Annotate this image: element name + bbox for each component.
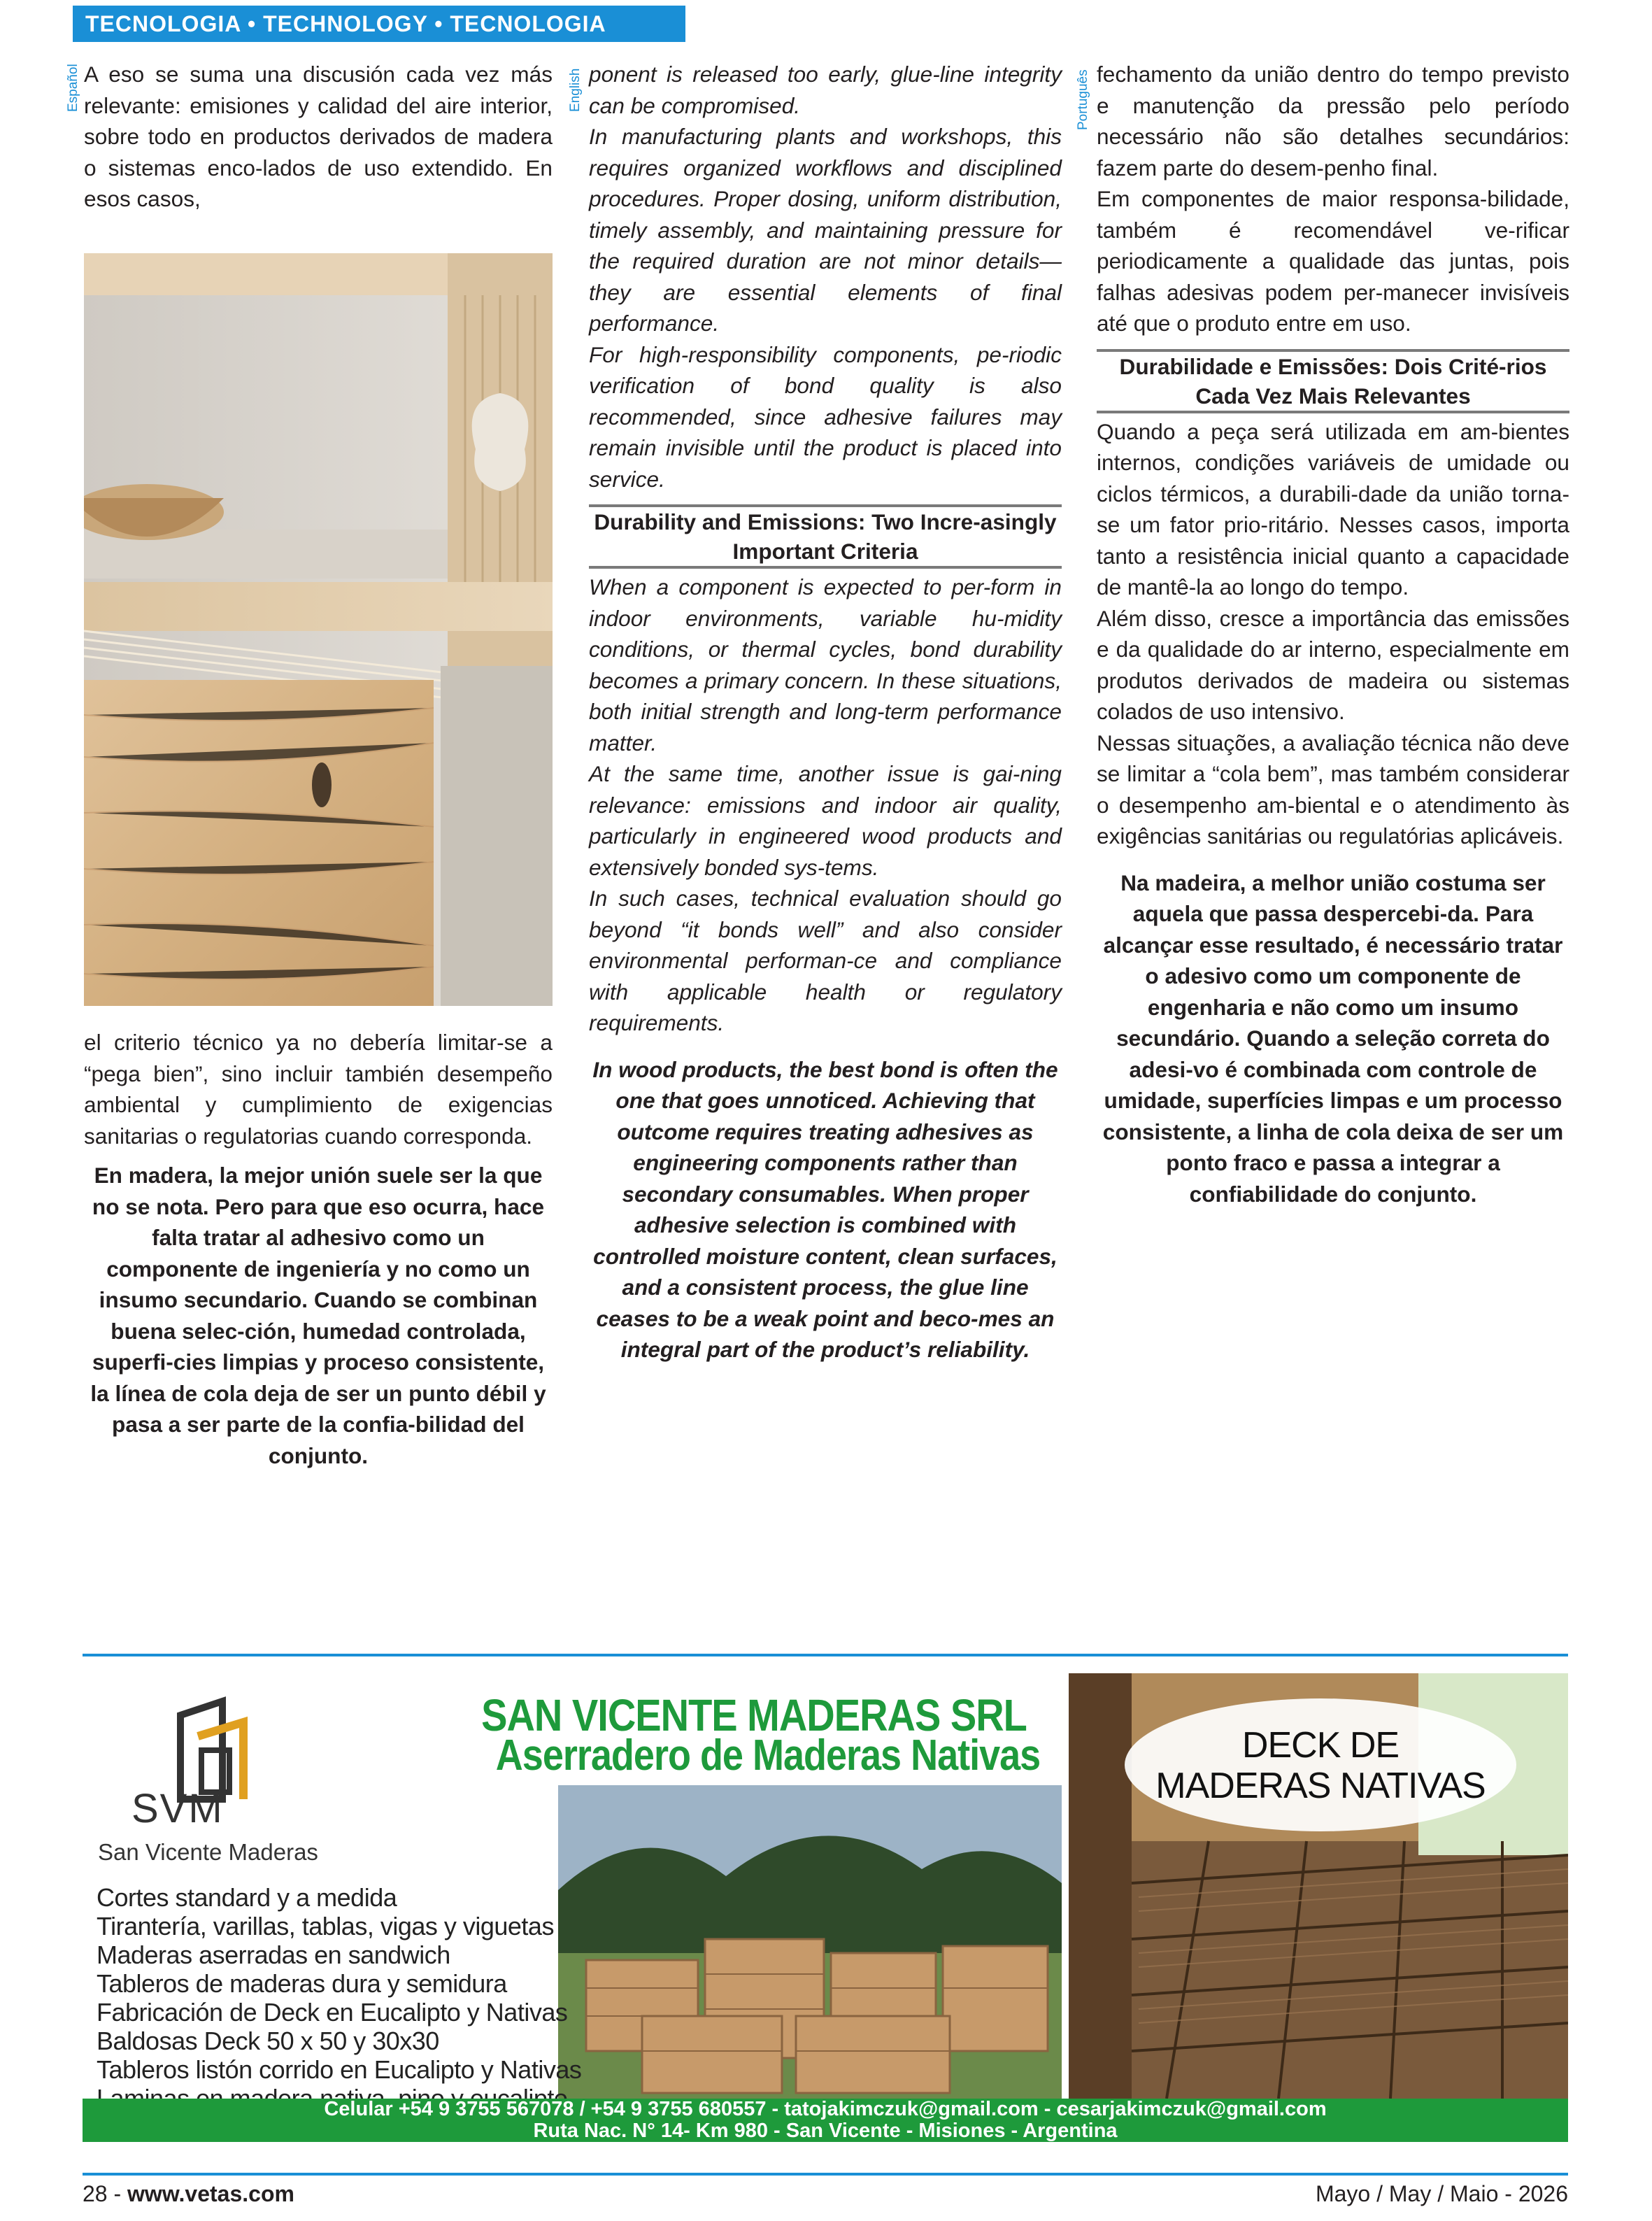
es-paragraph-2: el criterio técnico ya no debería limitar-se a “pega bien”, sino incluir también desempeño ambiental y cumplimiento de exigencias sanitarias o regulatorias cuando corresponda. [84,1030,553,1149]
es-closing: En madera, la mejor unión suele ser la que no se nota. Pero para que eso ocurra, hace falta tratar al adhesivo como un componente de ingeniería y no como un insumo secundario. Cuando se combinan buena selec-ción, humedad controlada, superfi-cies limpias y proceso consistente, la línea de cola deja de ser un punto débil y pasa a ser parte de la confia-bilidad del conjunto. [90,1163,546,1468]
en-paragraph-6: In such cases, technical evaluation should go beyond “it bonds well” and also consider environmental performan-ce and compliance with applicable health or regulatory requirements. [589,886,1062,1035]
ad-list-item: Baldosas Deck 50 x 50 y 30x30 [97,2027,439,2055]
ad-logo-subtitle: San Vicente Maderas [98,1839,318,1865]
en-paragraph-4: When a component is expected to per-form in indoor environments, variable hu-midity conditions, or thermal cycles, bond durability becomes a primary concern. In these situations, both initial strength and long-term performance matter. [589,574,1062,755]
ad-logo-text: SVM [131,1786,224,1831]
ad-company-name: SAN VICENTE MADERAS SRL [481,1689,1027,1740]
ad-deck-photo [1069,1673,1568,2099]
en-paragraph-1: ponent is released too early, glue-line integrity can be compromised. [589,62,1062,118]
lang-tab-en: English [568,68,583,112]
ad-top-rule [83,1654,1568,1656]
site-link[interactable]: www.vetas.com [127,2181,294,2206]
issue-date: Mayo / May / Maio - 2026 [1315,2181,1568,2206]
deck-bubble [1125,1698,1516,1831]
column-spanish [84,59,553,215]
en-heading: Durability and Emissions: Two Incre-asingly Important Criteria [589,504,1062,569]
ad-list-item: Tirantería, varillas, tablas, vigas y viguetas [97,1912,554,1940]
pt-paragraph-1: fechamento da união dentro do tempo previsto e manutenção da pressão pelo período necessário não são detalhes secundários: fazem parte do desem-penho final. [1097,62,1569,180]
section-tag: TECNOLOGIA • TECHNOLOGY • TECNOLOGIA [73,6,685,42]
lang-tab-pt: Português [1076,69,1090,130]
ad-list-item: Fabricación de Deck en Eucalipto y Nativas [97,1998,568,2027]
pt-paragraph-3: Quando a peça será utilizada em am-bientes internos, condições variáveis de umidade ou ciclos térmicos, a durabili-dade da união torna-se um fator prio-ritário. Nesses casos, importa tanto a resistência inicial quanto a capacidade de mantê-la ao longo do tempo. [1097,418,1569,599]
advertisement[interactable] [83,1673,1568,2142]
ad-list-item: Maderas aserradas en sandwich [97,1940,450,1969]
pt-paragraph-5: Nessas situações, a avaliação técnica não deve se limitar a “cola bem”, mas também considerar o desempenho am-biental e o atendimento às exigências sanitárias ou regulatórias aplicáveis. [1097,730,1569,849]
ad-product-list [97,1883,581,2113]
column-portuguese [1097,59,1569,1209]
lang-tab-es: Español [66,64,80,112]
en-closing: In wood products, the best bond is often the one that goes unnoticed. Achieving that outcome requires treating adhesives as engineering components rather than secondary consumables. When proper adhesive selection is combined with controlled moisture content, clean surfaces, and a consistent process, the glue line ceases to be a weak point and beco-mes an integral part of the product’s reliability. [592,1056,1058,1362]
pt-closing: Na madeira, a melhor união costuma ser aquela que passa despercebi-da. Para alcançar esse resultado, é necessário tratar o adesivo como um componente de engenharia e não como um insumo secundário. Quando a seleção correta do adesi-vo é combinada com controle de umidade, superfícies limpas e um processo consistente, a linha de cola deixa de ser um ponto fraco e passa a integrar a confiabilidade do conjunto. [1102,870,1564,1207]
column-spanish-cont [84,1027,553,1471]
ad-list-item: Tableros de maderas dura y semidura [97,1969,507,1998]
en-paragraph-5: At the same time, another issue is gai-ning relevance: emissions and indoor air quality, particularly in engineered wood products and extensively bonded sys-tems. [589,761,1062,880]
ad-left-panel [83,1673,1062,2099]
en-paragraph-3: For high-responsibility components, pe-riodic verification of bond quality is also recommended, since adhesive failures may remain invisible until the product is placed into service. [589,341,1062,492]
column-english [589,59,1062,1365]
en-paragraph-2: In manufacturing plants and workshops, this requires organized workflows and disciplined procedures. Proper dosing, uniform distribution, timely assembly, and maintaining pressure for the required duration are not minor details—they are essential elements of final performance. [589,124,1062,336]
ad-contact-bar [83,2099,1568,2142]
pt-paragraph-4: Além disso, cresce a importância das emissões e da qualidade do ar interno, especialmente em produtos derivados de madeira ou sistemas colados de uso intensivo. [1097,605,1569,724]
ad-company-subtitle: Aserradero de Maderas Nativas [495,1731,1041,1780]
page-number: 28 [83,2181,108,2206]
pt-heading: Durabilidade e Emissões: Dois Crité-rios Cada Vez Mais Relevantes [1097,349,1569,413]
ad-contact[interactable]: Celular +54 9 3755 567078 / +54 9 3755 680557 - tatojakimczuk@gmail.com - cesarjakimczuk@gmail.com [324,2098,1327,2120]
deck-line-1: DECK DE [1241,1725,1400,1766]
es-paragraph-1: A eso se suma una discusión cada vez más relevante: emisiones y calidad del aire interior, sobre todo en productos derivados de madera o sistemas enco-lados de uso extendido. En esos casos, [84,62,553,211]
deck-line-2: MADERAS NATIVAS [1155,1766,1486,1806]
footer-separator: - [107,2181,128,2206]
pt-paragraph-2: Em componentes de maior responsa-bilidade, também é recomendável ve-rificar periodicamente a qualidade das juntas, pois falhas adesivas podem per-manecer invisíveis até que o produto entre em uso. [1097,186,1569,336]
ad-list-item: Tableros listón corrido en Eucalipto y Nativas [97,2055,582,2084]
lumber-stacks-image [558,1785,1062,2099]
ad-address: Ruta Nac. N° 14- Km 980 - San Vicente - Misiones - Argentina [533,2120,1118,2142]
ad-list-item: Cortes standard y a medida [97,1883,397,1912]
furniture-photo [84,253,553,1006]
footer-left [83,2181,294,2207]
footer-rule [83,2173,1568,2176]
